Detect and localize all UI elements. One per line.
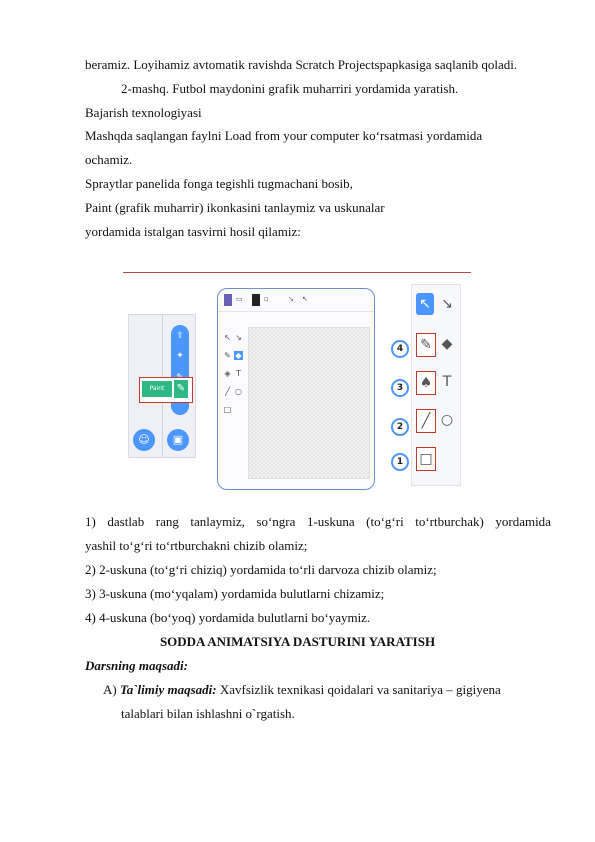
fill-color-swatch[interactable] — [224, 294, 232, 306]
word: 1) — [85, 514, 96, 529]
reshape-icon[interactable]: ↘ — [288, 295, 294, 303]
word: yordamida — [495, 514, 551, 529]
word: rang — [155, 514, 179, 529]
goal-a-prefix: A) — [103, 682, 117, 697]
reshape-icon[interactable]: ↘ — [441, 296, 453, 312]
paint-editor — [217, 288, 375, 490]
paragraph-open: ochamiz. — [85, 152, 133, 167]
marker-2: 2 — [391, 418, 409, 436]
marker-1: 1 — [391, 453, 409, 471]
backdrop-icon[interactable]: ▣ — [167, 429, 189, 451]
drawing-canvas[interactable] — [248, 327, 370, 479]
rectangle-icon[interactable]: □ — [223, 405, 232, 414]
word: to‘rtburchak) — [415, 514, 484, 529]
sprite-panel — [128, 314, 196, 458]
brush-icon[interactable]: ✎ — [416, 333, 436, 357]
goal-a-line-1 — [103, 682, 501, 698]
word: 1-uskuna — [306, 514, 355, 529]
word: tanlaymiz, — [190, 514, 245, 529]
exercise-title: 2-mashq. Futbol maydonini grafik muharriri yordamida yaratish. — [121, 81, 459, 96]
subheading-technology: Bajarish texnologiyasi — [85, 105, 202, 120]
marker-3: 3 — [391, 379, 409, 397]
brush-icon[interactable]: ✎ — [174, 380, 188, 398]
outline-color-swatch[interactable] — [252, 294, 260, 306]
goal-a-line-2: talablari bilan ishlashni o`rgatish. — [121, 706, 295, 721]
fill-bucket-icon[interactable]: ♠ — [416, 371, 436, 395]
text-icon[interactable]: T — [442, 374, 452, 390]
scratch-paint-figure — [123, 272, 471, 492]
text-icon[interactable]: T — [236, 369, 241, 378]
word: so‘ngra — [256, 514, 296, 529]
paragraph-saving: beramiz. Loyihamiz avtomatik ravishda Scratch Projectspapkasiga saqlanib qoladi. — [85, 57, 518, 72]
editor-toolbar — [218, 289, 374, 312]
paragraph-paint: Paint (grafik muharrir) ikonkasini tanlaymiz va uskunalar — [85, 200, 385, 215]
line-icon[interactable]: ╱ — [416, 409, 436, 433]
paragraph-draw: yordamida istalgan tasvirni hosil qilamiz: — [85, 224, 301, 239]
lesson-goal-label: Darsning maqsadi: — [85, 658, 188, 673]
select-icon[interactable]: ↖ — [416, 293, 434, 315]
sparkle-icon[interactable]: ✦ — [176, 351, 184, 361]
word: dastlab — [107, 514, 145, 529]
step-4: 4) 4-uskuna (bo‘yoq) yordamida bulutlarni bo‘yaymiz. — [85, 610, 371, 625]
select-icon[interactable]: ↖ — [224, 333, 231, 342]
section-heading: SODDA ANIMATSIYA DASTURINI YARATISH — [159, 634, 436, 649]
line-icon[interactable]: ╱ — [225, 387, 230, 396]
step-3: 3) 3-uskuna (mo‘yqalam) yordamida bulutlarni chizamiz; — [85, 586, 385, 601]
fill-icon[interactable]: ◆ — [441, 336, 453, 352]
word: (to‘g‘ri — [366, 514, 404, 529]
goal-a-label: Ta`limiy maqsadi: — [119, 682, 217, 697]
eraser-icon[interactable]: ◈ — [224, 369, 231, 378]
step-1-line-2: yashil to‘g‘ri to‘rtburchakni chizib olamiz; — [85, 538, 308, 553]
circle-icon[interactable]: ○ — [235, 387, 242, 396]
paragraph-sprites: Spraytlar panelida fonga tegishli tugmachani bosib, — [85, 176, 353, 191]
circle-icon[interactable]: ○ — [440, 412, 454, 428]
fill-label-icon: ▭ — [236, 295, 243, 303]
figure-top-rule — [123, 272, 471, 273]
goal-a-text: Xavfsizlik texnikasi qoidalari va sanitariya – gigiyena — [216, 682, 501, 697]
marker-4: 4 — [391, 340, 409, 358]
outline-width-icon[interactable]: ▫ — [264, 295, 269, 303]
upload-icon[interactable]: ⇪ — [176, 331, 184, 341]
paint-label: Paint — [142, 381, 172, 397]
paragraph-load: Mashqda saqlangan faylni Load from your computer ko‘rsatmasi yordamida — [85, 128, 483, 143]
select-icon[interactable]: ↖ — [302, 295, 308, 303]
reshape-icon[interactable]: ↘ — [235, 333, 242, 342]
step-1-line-1 — [85, 514, 551, 530]
tool-palette — [411, 284, 461, 486]
cat-icon[interactable]: ☺ — [133, 429, 155, 451]
fill-icon[interactable]: ◆ — [235, 351, 242, 360]
brush-icon[interactable]: ✎ — [224, 351, 231, 360]
step-2: 2) 2-uskuna (to‘g‘ri chiziq) yordamida to‘rli darvoza chizib olamiz; — [85, 562, 437, 577]
rectangle-icon[interactable]: □ — [416, 447, 436, 471]
paint-tooltip[interactable] — [139, 377, 193, 403]
